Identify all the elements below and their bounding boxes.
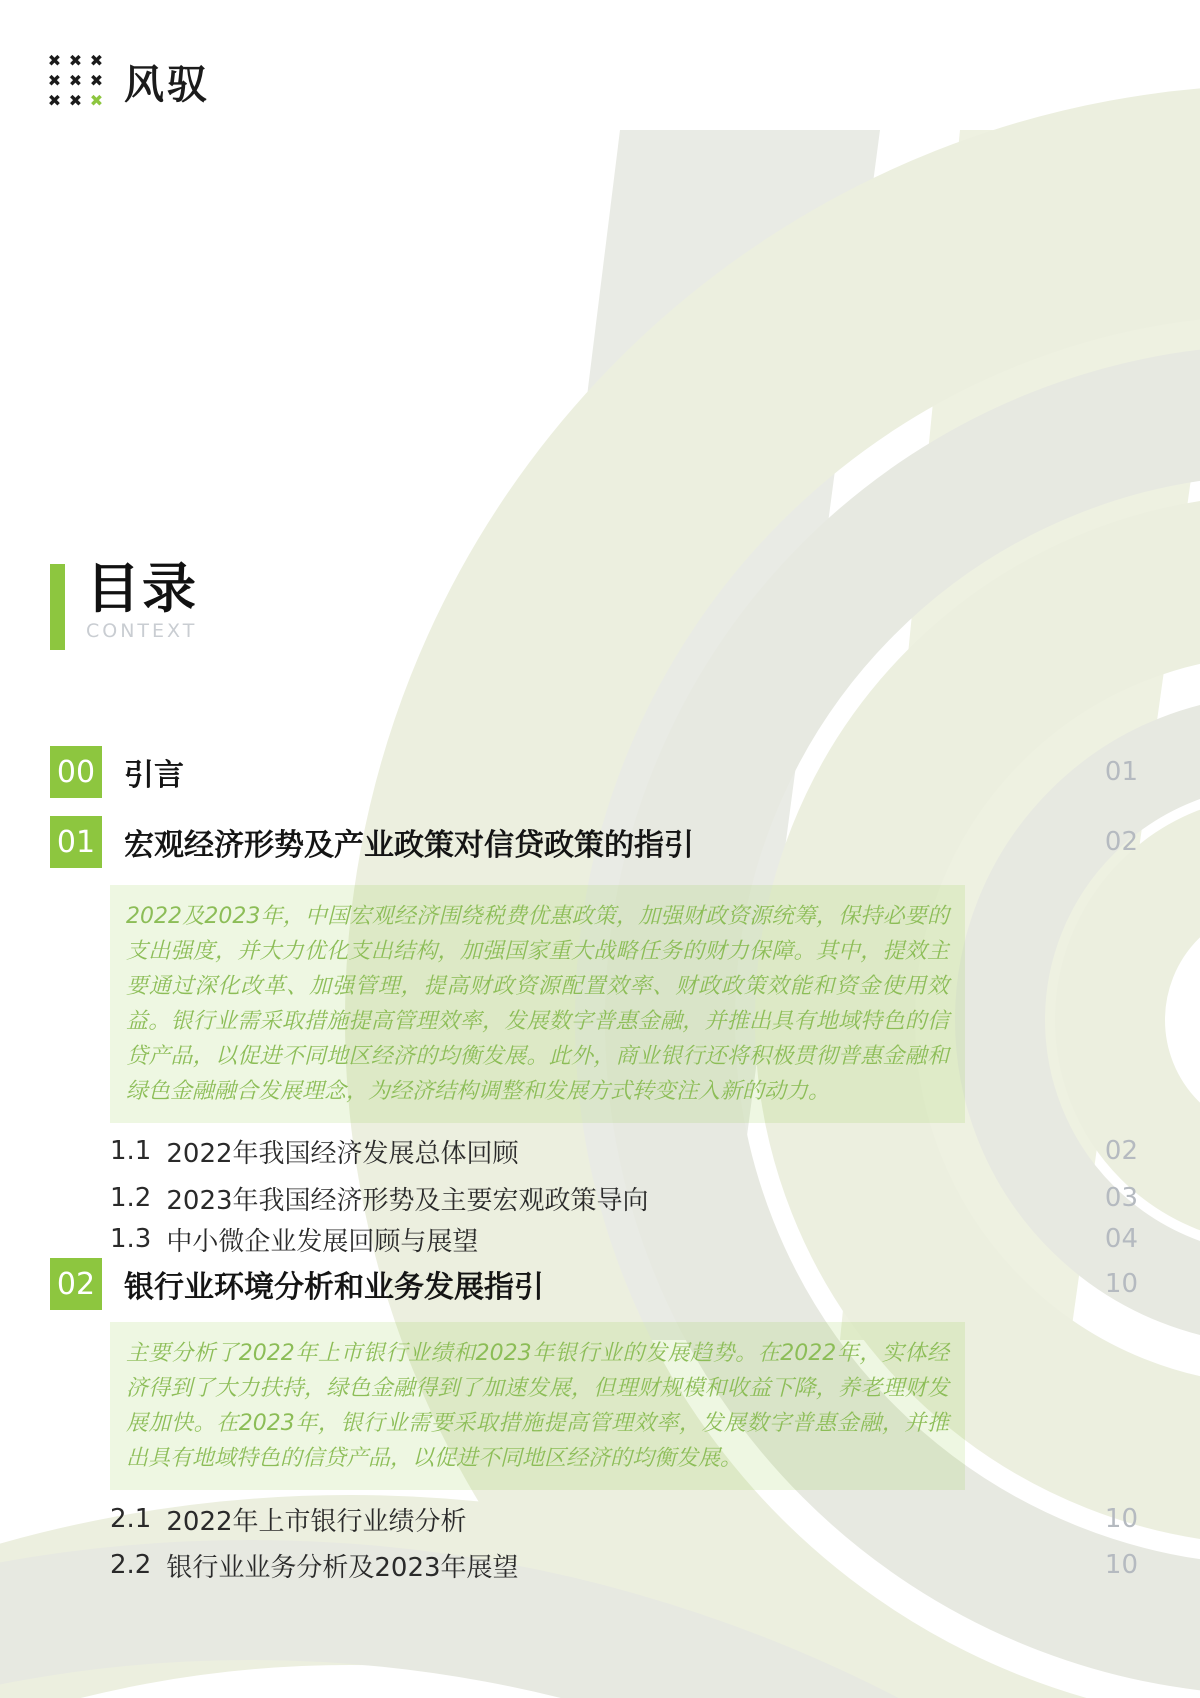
item-page-number: 03 <box>1104 1183 1138 1213</box>
toc-item-row-1-2[interactable] <box>110 1181 1138 1215</box>
x-mark-icon: ✖ <box>68 71 83 90</box>
section-title: 引言 <box>124 758 184 793</box>
toc-item-row-1-3[interactable] <box>110 1222 1138 1256</box>
item-page-number: 10 <box>1104 1504 1138 1534</box>
section-title: 宏观经济形势及产业政策对信贷政策的指引 <box>124 828 694 863</box>
toc-item-row-2-2[interactable] <box>110 1548 1138 1582</box>
section-number-badge: 02 <box>50 1258 102 1310</box>
section-page-number: 01 <box>1104 757 1138 787</box>
section-summary-01: 2022及2023年，中国宏观经济围绕税费优惠政策，加强财政资源统筹，保持必要的支出强度，并大力优化支出结构，加强国家重大战略任务的财力保障。其中，提效主要通过深化改革、加强管理，提高财政资源配置效率、财政政策效能和资金使用效益。银行业需采取措施提高管理效率，发展数字普惠金融，并推出具有地域特色的信贷产品，以促进不同地区经济的均衡发展。此外，商业银行还将积极贯彻普惠金融和绿色金融融合发展理念，为经济结构调整和发展方式转变注入新的动力。 <box>110 885 965 1123</box>
brand-name: 风驭 <box>124 61 210 108</box>
toc-section-row-01[interactable] <box>50 816 1138 868</box>
toc-section-row-02[interactable] <box>50 1258 1138 1310</box>
x-mark-icon: ✖ <box>89 51 104 70</box>
item-number: 1.2 <box>110 1183 152 1213</box>
page-title: 目录 <box>86 557 198 620</box>
item-title: 2023年我国经济形势及主要宏观政策导向 <box>166 1185 649 1216</box>
x-mark-accent-icon: ✖ <box>89 91 104 110</box>
x-mark-icon: ✖ <box>47 51 62 70</box>
section-title: 银行业环境分析和业务发展指引 <box>124 1270 544 1305</box>
item-title: 中小微企业发展回顾与展望 <box>166 1226 479 1257</box>
section-summary-02: 主要分析了2022年上市银行业绩和2023年银行业的发展趋势。在2022年，实体经济得到了大力扶持，绿色金融得到了加速发展，但理财规模和收益下降，养老理财发展加快。在2023年，银行业需要采取措施提高管理效率，发展数字普惠金融，并推出具有地域特色的信贷产品，以促进不同地区经济的均衡发展。 <box>110 1322 965 1490</box>
item-page-number: 10 <box>1104 1550 1138 1580</box>
section-page-number: 10 <box>1104 1269 1138 1299</box>
section-number-badge: 00 <box>50 746 102 798</box>
section-page-number: 02 <box>1104 827 1138 857</box>
x-mark-icon: ✖ <box>47 71 62 90</box>
toc-section-row-00[interactable] <box>50 746 1138 798</box>
toc-item-row-2-1[interactable] <box>110 1502 1138 1536</box>
brand-logo <box>45 52 210 110</box>
item-title: 2022年我国经济发展总体回顾 <box>166 1138 519 1169</box>
title-accent-bar <box>50 564 65 650</box>
item-title: 银行业业务分析及2023年展望 <box>166 1552 519 1583</box>
item-page-number: 02 <box>1104 1136 1138 1166</box>
toc-header <box>50 558 198 642</box>
x-mark-icon: ✖ <box>47 91 62 110</box>
x-mark-icon: ✖ <box>68 51 83 70</box>
section-number-badge: 01 <box>50 816 102 868</box>
toc-item-row-1-1[interactable] <box>110 1134 1138 1168</box>
item-number: 1.3 <box>110 1224 152 1254</box>
item-page-number: 04 <box>1104 1224 1138 1254</box>
x-mark-icon: ✖ <box>89 71 104 90</box>
item-title: 2022年上市银行业绩分析 <box>166 1506 467 1537</box>
x-mark-icon: ✖ <box>68 91 83 110</box>
item-number: 2.2 <box>110 1550 152 1580</box>
item-number: 2.1 <box>110 1504 152 1534</box>
logo-grid-icon <box>45 52 106 110</box>
item-number: 1.1 <box>110 1136 152 1166</box>
page-subtitle: CONTEXT <box>86 620 198 642</box>
